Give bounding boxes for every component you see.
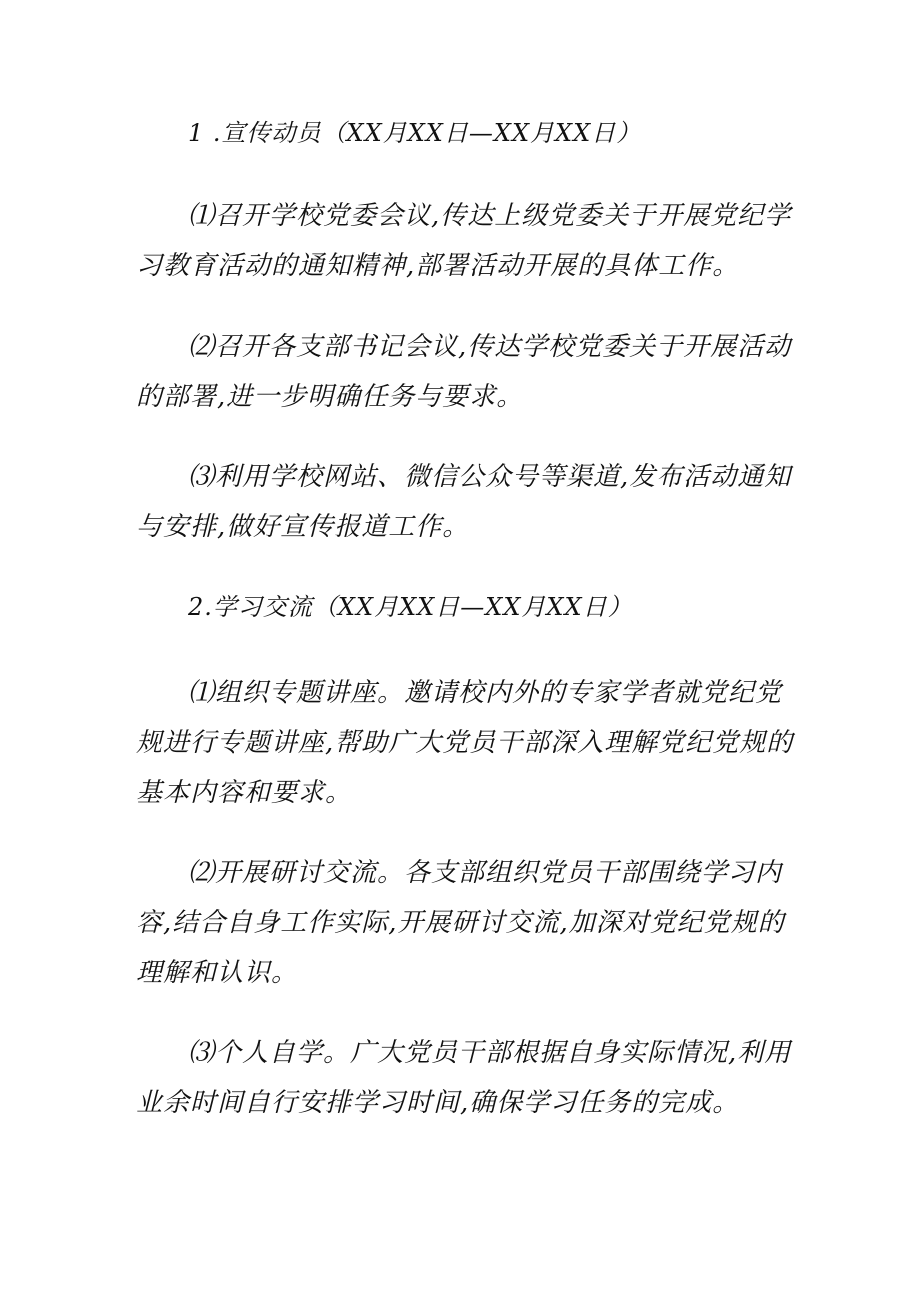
section-heading-study-exchange: 2.学习交流（XX月XX日—XX月XX日） (188, 593, 633, 621)
paragraph-special-lectures: ⑴组织专题讲座。邀请校内外的专家学者就党纪党规进行专题讲座,帮助广大党员干部深入理解党纪党规的基本内容和要求。 (136, 678, 794, 808)
paragraph-self-study: ⑶个人自学。广大党员干部根据自身实际情况,利用业余时间自行安排学习时间,确保学习任务的完成。 (136, 1038, 792, 1118)
paragraph-website-wechat-publicity: ⑶利用学校网站、微信公众号等渠道,发布活动通知与安排,做好宣传报道工作。 (136, 462, 792, 542)
paragraph-seminar-exchange: ⑵开展研讨交流。各支部组织党员干部围绕学习内容,结合自身工作实际,开展研讨交流,加深对党纪党规的理解和认识。 (136, 858, 785, 988)
paragraph-party-committee-meeting: ⑴召开学校党委会议,传达上级党委关于开展党纪学习教育活动的通知精神,部署活动开展的具体工作。 (136, 201, 792, 281)
section-heading-publicity: 1 .宣传动员（XX月XX日—XX月XX日） (188, 119, 642, 147)
paragraph-branch-secretary-meeting: ⑵召开各支部书记会议,传达学校党委关于开展活动的部署,进一步明确任务与要求。 (136, 332, 792, 412)
